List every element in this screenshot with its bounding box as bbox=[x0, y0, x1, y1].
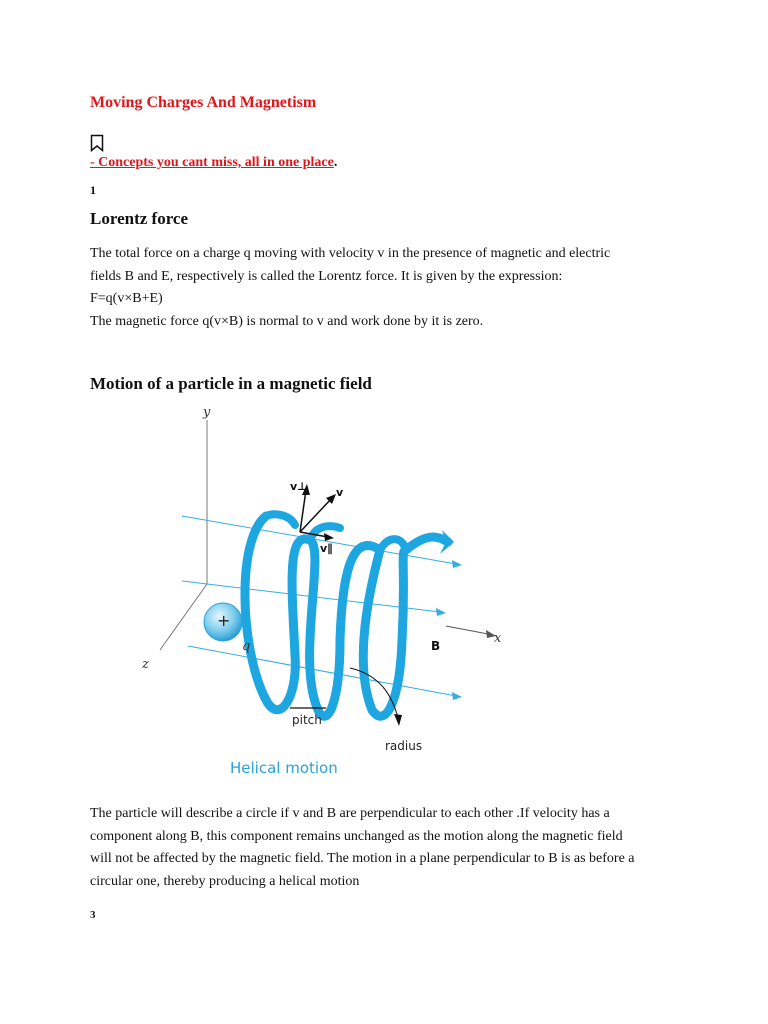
tagline bbox=[90, 155, 337, 171]
pitch-label: pitch bbox=[292, 713, 322, 727]
charge-label: q bbox=[242, 639, 251, 654]
charge-sign: + bbox=[217, 611, 231, 630]
page-marker-1: 1 bbox=[90, 183, 96, 197]
text-line: fields B and E, respectively is called the Lorentz force. It is given by the expression: bbox=[90, 268, 563, 284]
radius-label: radius bbox=[385, 739, 423, 753]
y-axis-label: y bbox=[203, 405, 211, 420]
figure-caption: Helical motion bbox=[230, 759, 338, 777]
v-perp-label: v⊥ bbox=[290, 480, 308, 493]
z-axis-label: z bbox=[142, 657, 149, 672]
helical-motion-diagram bbox=[140, 400, 520, 780]
x-axis-line bbox=[446, 626, 488, 634]
lorentz-paragraph bbox=[90, 243, 690, 333]
document-title: Moving Charges And Magnetism bbox=[90, 94, 317, 111]
text-line: component along B, this component remains unchanged as the motion along the magnetic field bbox=[90, 828, 623, 844]
z-axis-line bbox=[160, 584, 207, 650]
text-line: The magnetic force q(v×B) is normal to v and work done by it is zero. bbox=[90, 313, 484, 329]
x-axis-label: x bbox=[494, 631, 502, 646]
helix-front bbox=[245, 516, 448, 716]
motion-paragraph bbox=[90, 803, 690, 893]
text-line: circular one, thereby producing a helical motion bbox=[90, 873, 360, 889]
lorentz-heading: Lorentz force bbox=[90, 209, 189, 228]
field-label: B bbox=[431, 639, 441, 653]
v-label: v bbox=[336, 486, 344, 499]
formula-line: F=q(v×B+E) bbox=[90, 291, 163, 306]
radius-arrowhead bbox=[394, 714, 402, 726]
helix-back bbox=[266, 514, 406, 550]
text-line: The particle will describe a circle if v and B are perpendicular to each other .If velocity has a bbox=[90, 806, 610, 821]
tagline-link[interactable]: - Concepts you cant miss, all in one place bbox=[90, 155, 334, 170]
bookmark-icon[interactable] bbox=[90, 134, 104, 152]
motion-heading: Motion of a particle in a magnetic field bbox=[90, 374, 372, 393]
page-marker-3: 3 bbox=[90, 909, 96, 921]
helical-motion-figure bbox=[140, 400, 520, 780]
text-line: will not be affected by the magnetic field. The motion in a plane perpendicular to B is as before a bbox=[90, 851, 635, 866]
tagline-period: . bbox=[333, 155, 338, 170]
v-parallel-label: v∥ bbox=[320, 542, 333, 555]
text-line: The total force on a charge q moving with velocity v in the presence of magnetic and electric bbox=[90, 246, 611, 261]
